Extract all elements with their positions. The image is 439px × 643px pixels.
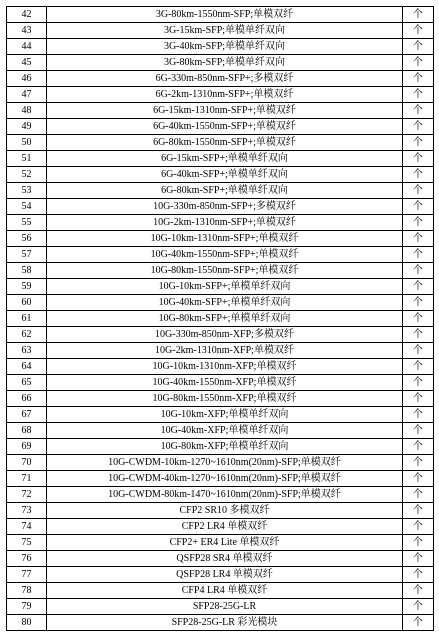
table-row <box>7 311 434 327</box>
module-description-cell: 10G-80km-1550nm-SFP+;单模双纤 <box>47 263 403 279</box>
row-number-cell: 75 <box>7 535 47 551</box>
unit-cell: 个 <box>403 119 434 135</box>
row-number-cell: 44 <box>7 39 47 55</box>
row-number-cell: 49 <box>7 119 47 135</box>
unit-cell: 个 <box>403 231 434 247</box>
table-row <box>7 343 434 359</box>
unit-cell: 个 <box>403 487 434 503</box>
row-number-cell: 74 <box>7 519 47 535</box>
table-row <box>7 295 434 311</box>
row-number-cell: 67 <box>7 407 47 423</box>
table-row <box>7 279 434 295</box>
unit-cell: 个 <box>403 103 434 119</box>
module-description-cell: 3G-80km-1550nm-SFP;单模双纤 <box>47 7 403 23</box>
row-number-cell: 78 <box>7 583 47 599</box>
unit-cell: 个 <box>403 503 434 519</box>
unit-cell: 个 <box>403 199 434 215</box>
row-number-cell: 79 <box>7 599 47 615</box>
unit-cell: 个 <box>403 567 434 583</box>
table-row <box>7 23 434 39</box>
module-description-cell: CFP2 SR10 多模双纤 <box>47 503 403 519</box>
row-number-cell: 77 <box>7 567 47 583</box>
table-row <box>7 551 434 567</box>
table-row <box>7 535 434 551</box>
module-spec-table <box>6 6 434 631</box>
row-number-cell: 63 <box>7 343 47 359</box>
unit-cell: 个 <box>403 327 434 343</box>
table-row <box>7 119 434 135</box>
module-description-cell: 6G-80km-SFP+;单模单纤双向 <box>47 183 403 199</box>
module-description-cell: 10G-40km-XFP;单模单纤双向 <box>47 423 403 439</box>
table-row <box>7 327 434 343</box>
unit-cell: 个 <box>403 215 434 231</box>
table-row <box>7 55 434 71</box>
table-row <box>7 215 434 231</box>
module-description-cell: CFP4 LR4 单模双纤 <box>47 583 403 599</box>
table-row <box>7 183 434 199</box>
module-description-cell: 3G-40km-SFP;单模单纤双向 <box>47 39 403 55</box>
unit-cell: 个 <box>403 343 434 359</box>
unit-cell: 个 <box>403 87 434 103</box>
unit-cell: 个 <box>403 279 434 295</box>
unit-cell: 个 <box>403 295 434 311</box>
module-description-cell: 10G-2km-1310nm-SFP+;单模双纤 <box>47 215 403 231</box>
table-row <box>7 39 434 55</box>
row-number-cell: 59 <box>7 279 47 295</box>
module-description-cell: 6G-40km-1550nm-SFP+;单模双纤 <box>47 119 403 135</box>
module-description-cell: 6G-15km-SFP+;单模单纤双向 <box>47 151 403 167</box>
row-number-cell: 54 <box>7 199 47 215</box>
table-row <box>7 455 434 471</box>
module-description-cell: 6G-80km-1550nm-SFP+;单模双纤 <box>47 135 403 151</box>
table-row <box>7 423 434 439</box>
unit-cell: 个 <box>403 615 434 631</box>
row-number-cell: 51 <box>7 151 47 167</box>
module-description-cell: 10G-10km-1310nm-XFP;单模双纤 <box>47 359 403 375</box>
row-number-cell: 65 <box>7 375 47 391</box>
unit-cell: 个 <box>403 7 434 23</box>
row-number-cell: 73 <box>7 503 47 519</box>
unit-cell: 个 <box>403 375 434 391</box>
table-row <box>7 199 434 215</box>
unit-cell: 个 <box>403 551 434 567</box>
row-number-cell: 61 <box>7 311 47 327</box>
row-number-cell: 62 <box>7 327 47 343</box>
module-description-cell: 10G-80km-XFP;单模单纤双向 <box>47 439 403 455</box>
unit-cell: 个 <box>403 55 434 71</box>
module-description-cell: QSFP28 SR4 单模双纤 <box>47 551 403 567</box>
table-row <box>7 503 434 519</box>
module-description-cell: 6G-40km-SFP+;单模单纤双向 <box>47 167 403 183</box>
row-number-cell: 55 <box>7 215 47 231</box>
table-row <box>7 151 434 167</box>
unit-cell: 个 <box>403 583 434 599</box>
unit-cell: 个 <box>403 151 434 167</box>
unit-cell: 个 <box>403 39 434 55</box>
unit-cell: 个 <box>403 359 434 375</box>
table-row <box>7 167 434 183</box>
row-number-cell: 56 <box>7 231 47 247</box>
module-description-cell: 3G-15km-SFP;单模单纤双向 <box>47 23 403 39</box>
module-description-cell: 10G-CWDM-40km-1270~1610nm(20nm)-SFP;单模双纤 <box>47 471 403 487</box>
module-description-cell: SFP28-25G-LR <box>47 599 403 615</box>
row-number-cell: 76 <box>7 551 47 567</box>
row-number-cell: 42 <box>7 7 47 23</box>
table-row <box>7 615 434 631</box>
module-description-cell: 6G-15km-1310nm-SFP+;单模双纤 <box>47 103 403 119</box>
row-number-cell: 80 <box>7 615 47 631</box>
unit-cell: 个 <box>403 455 434 471</box>
table-body <box>7 7 434 631</box>
module-description-cell: 6G-2km-1310nm-SFP+;单模双纤 <box>47 87 403 103</box>
table-row <box>7 71 434 87</box>
module-description-cell: 10G-80km-1550nm-XFP;单模双纤 <box>47 391 403 407</box>
unit-cell: 个 <box>403 407 434 423</box>
table-row <box>7 567 434 583</box>
row-number-cell: 69 <box>7 439 47 455</box>
module-description-cell: 10G-40km-SFP+;单模单纤双向 <box>47 295 403 311</box>
row-number-cell: 60 <box>7 295 47 311</box>
module-description-cell: 10G-80km-SFP+;单模单纤双向 <box>47 311 403 327</box>
table-row <box>7 247 434 263</box>
row-number-cell: 48 <box>7 103 47 119</box>
row-number-cell: 64 <box>7 359 47 375</box>
table-row <box>7 375 434 391</box>
unit-cell: 个 <box>403 519 434 535</box>
row-number-cell: 66 <box>7 391 47 407</box>
table-row <box>7 407 434 423</box>
table-row <box>7 7 434 23</box>
unit-cell: 个 <box>403 23 434 39</box>
table-row <box>7 519 434 535</box>
unit-cell: 个 <box>403 71 434 87</box>
module-description-cell: 10G-40km-1550nm-XFP;单模双纤 <box>47 375 403 391</box>
table-row <box>7 391 434 407</box>
module-description-cell: CFP2 LR4 单模双纤 <box>47 519 403 535</box>
table-row <box>7 471 434 487</box>
row-number-cell: 50 <box>7 135 47 151</box>
table-row <box>7 439 434 455</box>
row-number-cell: 46 <box>7 71 47 87</box>
unit-cell: 个 <box>403 263 434 279</box>
unit-cell: 个 <box>403 183 434 199</box>
row-number-cell: 68 <box>7 423 47 439</box>
unit-cell: 个 <box>403 247 434 263</box>
module-description-cell: 10G-330m-850nm-SFP+;多模双纤 <box>47 199 403 215</box>
table-row <box>7 103 434 119</box>
module-description-cell: 10G-2km-1310nm-XFP;单模双纤 <box>47 343 403 359</box>
row-number-cell: 72 <box>7 487 47 503</box>
module-description-cell: 10G-CWDM-10km-1270~1610nm(20nm)-SFP;单模双纤 <box>47 455 403 471</box>
row-number-cell: 45 <box>7 55 47 71</box>
row-number-cell: 71 <box>7 471 47 487</box>
table-row <box>7 135 434 151</box>
module-description-cell: 10G-10km-SFP+;单模单纤双向 <box>47 279 403 295</box>
table-row <box>7 263 434 279</box>
unit-cell: 个 <box>403 423 434 439</box>
unit-cell: 个 <box>403 471 434 487</box>
table-row <box>7 583 434 599</box>
row-number-cell: 58 <box>7 263 47 279</box>
module-description-cell: 10G-CWDM-80km-1470~1610nm(20nm)-SFP;单模双纤 <box>47 487 403 503</box>
row-number-cell: 70 <box>7 455 47 471</box>
row-number-cell: 43 <box>7 23 47 39</box>
module-description-cell: 6G-330m-850nm-SFP+;多模双纤 <box>47 71 403 87</box>
module-description-cell: 10G-10km-1310nm-SFP+;单模双纤 <box>47 231 403 247</box>
table-row <box>7 487 434 503</box>
unit-cell: 个 <box>403 535 434 551</box>
table-row <box>7 359 434 375</box>
module-description-cell: CFP2+ ER4 Lite 单模双纤 <box>47 535 403 551</box>
module-description-cell: 10G-330m-850nm-XFP;多模双纤 <box>47 327 403 343</box>
unit-cell: 个 <box>403 599 434 615</box>
module-description-cell: 10G-40km-1550nm-SFP+;单模双纤 <box>47 247 403 263</box>
unit-cell: 个 <box>403 135 434 151</box>
module-description-cell: QSFP28 LR4 单模双纤 <box>47 567 403 583</box>
unit-cell: 个 <box>403 167 434 183</box>
table-row <box>7 599 434 615</box>
module-description-cell: 10G-10km-XFP;单模单纤双向 <box>47 407 403 423</box>
table-row <box>7 231 434 247</box>
unit-cell: 个 <box>403 311 434 327</box>
module-description-cell: 3G-80km-SFP;单模单纤双向 <box>47 55 403 71</box>
module-description-cell: SFP28-25G-LR 彩光模块 <box>47 615 403 631</box>
unit-cell: 个 <box>403 391 434 407</box>
unit-cell: 个 <box>403 439 434 455</box>
row-number-cell: 57 <box>7 247 47 263</box>
row-number-cell: 52 <box>7 167 47 183</box>
table-row <box>7 87 434 103</box>
row-number-cell: 47 <box>7 87 47 103</box>
row-number-cell: 53 <box>7 183 47 199</box>
